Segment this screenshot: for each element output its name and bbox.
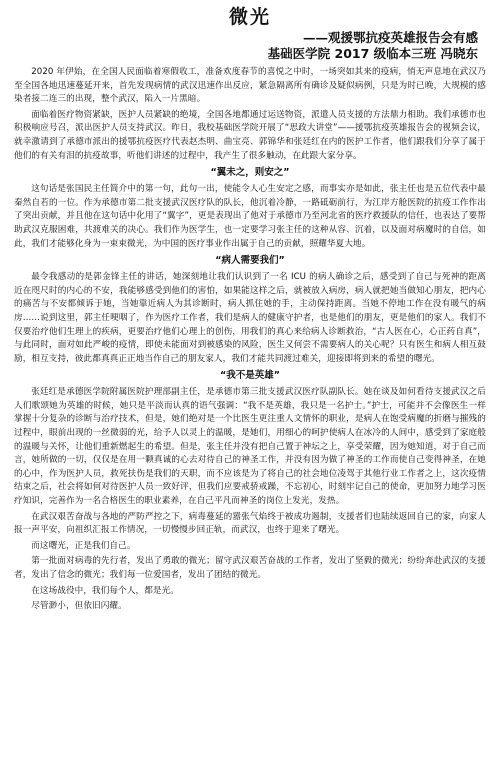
section-heading: “翼未之，则安之” (210, 167, 290, 179)
document-body (14, 66, 486, 614)
author-byline: 基础医学院 2017 级临本三班 冯晓东 (267, 46, 478, 61)
body-paragraph: 2020 年伊始，在全国人民面临着寒假收工，准备欢度春节的喜悦之中时，一场突如其来的疫病，悄无声息地在武汉乃至全国各地迅速蔓延开来，首先发现病情的武汉迅速作出反应，紧急隔离所有确诊及疑似病例，只是为时已晚，大规模的感染者接二连三的出现，整个武汉，陷入一片黑暗。 (14, 67, 486, 105)
section-heading: “我不是英雄” (220, 370, 280, 382)
body-paragraph: 在这场战役中，我们每个人，都是光。 (31, 585, 179, 596)
body-paragraph: 尽管渺小，但依旧闪耀。 (31, 601, 127, 612)
section-heading: “病人需要我们” (215, 255, 285, 267)
body-paragraph: 面临着医疗物资紧缺，医护人员紧缺的绝境，全国各地都通过运送物资，派遣人员支援的方法鼎力相助。我们承德市也积极响应号召，派出医护人员支持武汉。昨日，我校基础医学院开展了“思政大讲堂”——援鄂抗疫英雄报告会的视频会议，就幸激请到了承德市派出的援鄂抗疫医疗代表赵杰明、曲宝亮、郭锦华和张廷红在内的医护工作者，他们跟我们分享了属于他们的有关有泪的抗疫故事，听他们讲述的过程中，我产生了很多触动，在此跟大家分享。 (14, 109, 486, 161)
body-paragraph: 张廷红是承德医学院附属医院护理部副主任，是承德市第三批支援武汉医疗队副队长。她在谈及如何看待支援武汉之后人们歌颂她为英雄的时候，她只是平淡而认真的语气强调：“我不是英雄，我只是一名护士。”护士，可能并不会像医生一样掌握十分复杂的诊断与治疗技术，但是，她们绝对是一个比医生更注重人文情怀的职业，是病人在饱受病魔的折磨与摧残的过程中，眼前出现的一丝微弱的光，给予人以灵上的温暖，是她们，用细心的呵护使病人在冰冷的人间中，感受到了家庭般的温暖与关怀，让他们重新燃起生的希望。但是，张主任并没有把自己置于神坛之上，享受荣耀，因为她知道，对于自己而言，她所做的一切，仅仅是在用一颗真诚的心去对待自己的神圣工作，并没有因为做了神圣的工作而使自己变得神圣，在她的心中，作为医护人员，救死扶伤是我们的天职，而不应该是为了将自己的社会地位凌驾于其他行业工作者之上，这次疫情结束之后，社会将如何对待医护人员一致好评，但我们应要戒骄戒躁，不忘初心，时刻牢记自己的使命，更加努力地学习医疗知识，完善作为一名合格医生的职业素养，在自己平凡而神圣的岗位上发光，发热。 (14, 387, 486, 507)
body-paragraph: 而这曙光，正是我们自己。 (31, 540, 136, 551)
document-subtitle: ——观援鄂抗疫英雄报告会有感 (302, 30, 478, 45)
body-paragraph: 第一批面对病毒的先行者，发出了勇敢的微光；留守武汉艰苦奋战的工作者，发出了坚毅的微光；纷纷奔赴武汉的支援者，发出了信念的微光；我们每一位爱国者，发出了团结的微光。 (14, 556, 486, 580)
body-paragraph: 这句话是张国民主任简介中的第一句，此句一出，使能令人心生安定之感，而事实亦是如此，张主任也是五位代表中最秦然自若的一位。作为承德市第二批支援武汉医疗队的队长，他沉着冷静，一路砥砺前行，为江岸方舱医院的抗疫工作作出了突出贡献，并且他在这句话中化用了“翼字”，更是表现出了他对于承德市乃至河北省的医疗救援队的信任，也表达了要帮助武汉克服困难，共渡难关的决心。我们作为医学生，也一定要学习张主任的这种从容、沉着，以及面对病魔时的自信，如此，我们才能够化身为一束束微光，为中国的医疗事业作出属于自己的贡献，照耀华夏大地。 (14, 184, 486, 249)
body-paragraph: 在武汉艰苦奋战与各地的严防严控之下，病毒蔓延的嚣张气焰终于被成功遏制，支援者们也陆续返回自己的家，向家人报一声平安，向祖织汇报工作情况，一切慢慢步回正轨，而武汉，也终于迎来了曙光。 (14, 511, 486, 536)
body-paragraph: 最令我感动的是郭金锋主任的讲话，她深刻地让我们认识到了一名 ICU 的病人确诊之后，感受到了自己与死神的距离近在咫尺时的内心的不安，我能够感受到他们的害怕，如果能这样之后，就被放入病房，病人就把她当做知心朋友，把内心的痛苦与不安都倾诉于她，当她靠近病人为其诊断时，病人抓住她的手，主动保持距离。当她不停地工作在没有暖气的病房……说到这里，郭主任哽咽了，作为医疗工作者，我们是病人的健康守护者，也是他们的朋友，更是他们的家人。我们不仅要治疗他们生理上的疾病，更要治疗他们心理上的创伤，用我们的真心来给病人诊断救治，“古人医在心，心正药自真”，与此同时，面对如此严峻的疫情，即使未能面对到被感染的风险，医生又何尝不需要病人的关心呢？只有医生和病人相互鼓励，相互支持，彼此都真真正正地当作自己的朋友家人，我们才能共同渡过难关，迎接即将到来的希望的曙光。 (14, 272, 486, 364)
document-title: 微光 (228, 6, 271, 28)
